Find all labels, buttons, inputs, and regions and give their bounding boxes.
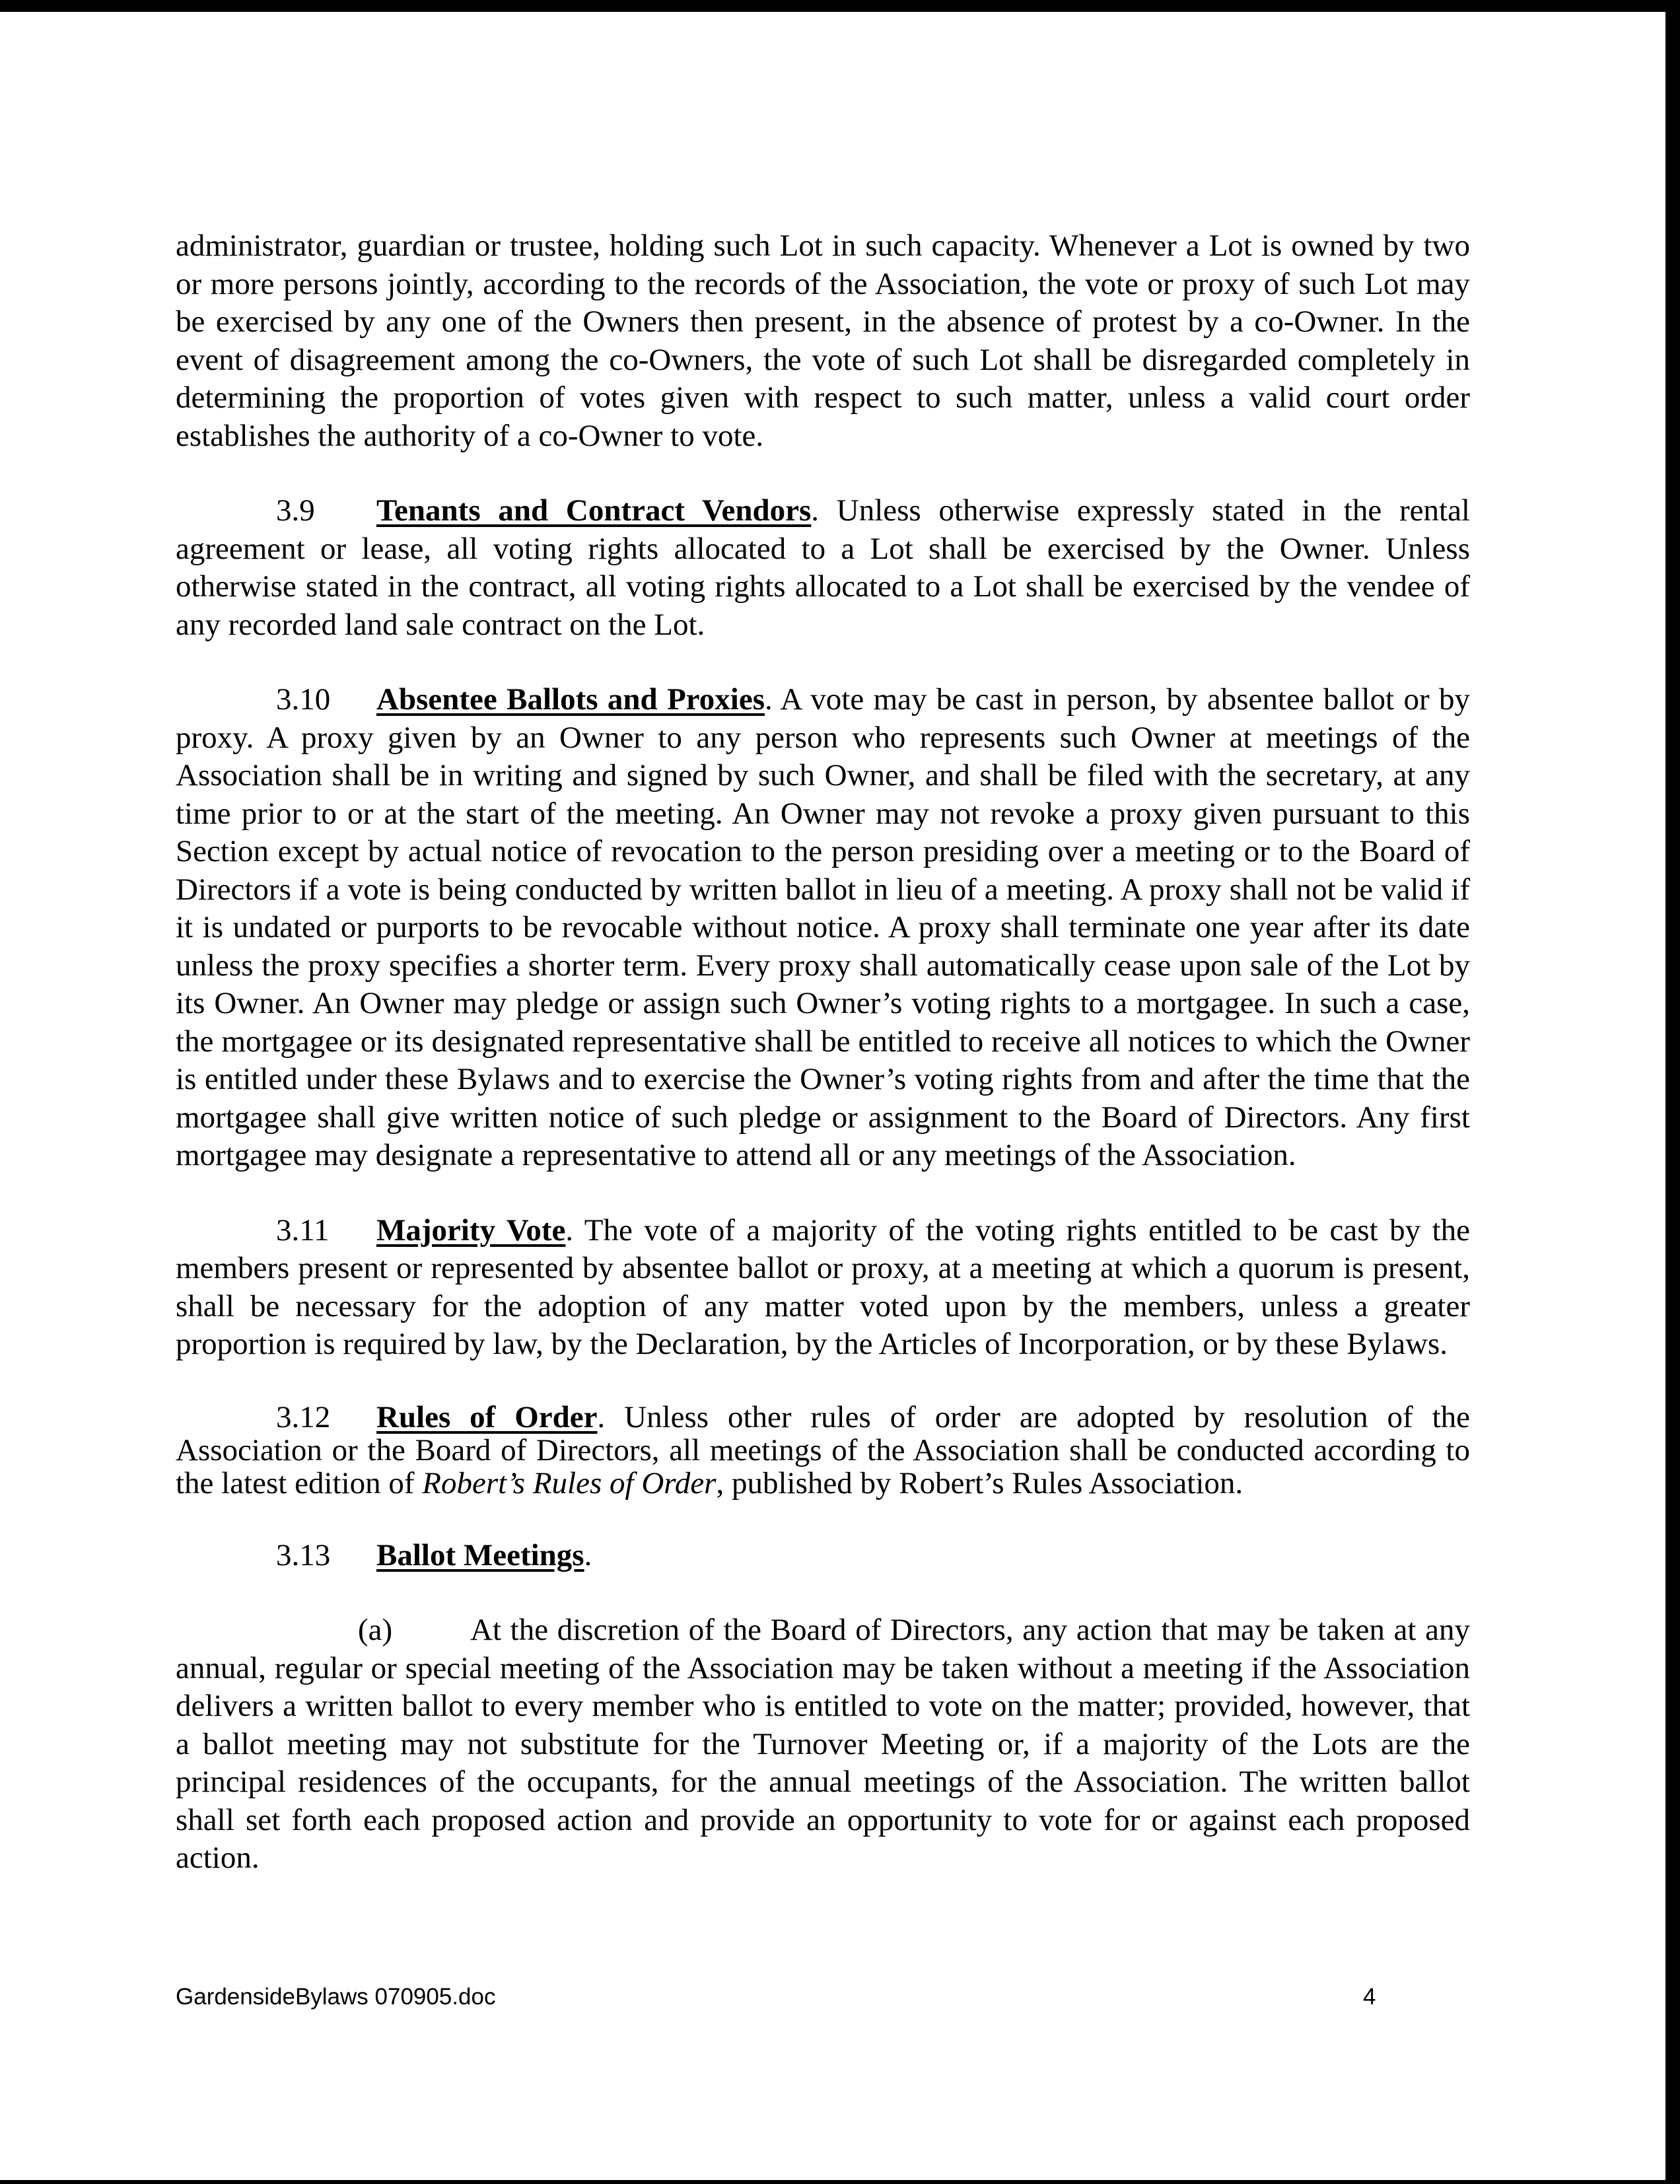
footer-filename: GardensideBylaws 070905.doc [176, 1984, 496, 2010]
section-text: , published by Robert’s Rules Association. [716, 1465, 1243, 1500]
section-heading: Ballot Meetings [376, 1537, 584, 1572]
section-text: . A vote may be cast in person, by absentee ballot or by proxy. A proxy given by an Owner to any person who represents such Owner at meetings of the Association shall be in writing and signed by such Owner, and shall be filed with the secretary, at any time prior to or at the start of the meeting. An Owner may not revoke a proxy given pursuant to this Section except by actual notice of revocation to the person presiding over a meeting or to the Board of Directors if a vote is being conducted by written ballot in lieu of a meeting. A proxy shall not be valid if it is undated or purports to be revocable without notice. A proxy shall terminate one year after its date unless the proxy specifies a shorter term. Every proxy shall automatically cease upon sale of the Lot by its Owner. An Owner may pledge or assign such Owner’s voting rights to a mortgagee. In such a case, the mortgagee or its designated representative shall be entitled to receive all notices to which the Owner is entitled under these Bylaws and to exercise the Owner’s voting rights from and after the time that the mortgagee shall give written notice of such pledge or assignment to the Board of Directors. Any first mortgagee may designate a representative to attend all or any meetings of the Association. [176, 682, 1470, 1172]
section-text: . Unless other rules of order are adopted by resolution of the Association or the Board of Directors, all meetings of the Association shall be conducted according to the latest edition of [176, 1399, 1470, 1500]
section-number: 3.12 [276, 1399, 331, 1434]
section-period: . [584, 1537, 592, 1572]
section-3-12 [176, 1401, 1470, 1500]
scan-border-top [0, 0, 1680, 12]
section-number: 3.11 [276, 1213, 330, 1248]
footer-page-number: 4 [1363, 1984, 1376, 2010]
scan-border-right [1665, 0, 1680, 2184]
section-text: . The vote of a majority of the voting rights entitled to be cast by the members present or represented by absentee ballot or proxy, at a meeting at which a quorum is present, shall be necessary for the adoption of any matter voted upon by the members, unless a greater proportion is required by law, by the Declaration, by the Articles of Incorporation, or by these Bylaws. [176, 1213, 1470, 1361]
subsection-text: At the discretion of the Board of Directors, any action that may be taken at any annual, regular or special meeting of the Association may be taken without a meeting if the Association delivers a written ballot to every member who is entitled to vote on the matter; provided, however, that a ballot meeting may not substitute for the Turnover Meeting or, if a majority of the Lots are the principal residences of the occupants, for the annual meetings of the Association. The written ballot shall set forth each proposed action and provide an opportunity to vote for or against each proposed action. [176, 1613, 1470, 1875]
subsection-a [176, 1611, 1470, 1878]
section-3-9 [176, 492, 1470, 644]
section-text: . Unless otherwise expressly stated in the rental agreement or lease, all voting rights allocated to a Lot shall be exercised by the Owner. Unless otherwise stated in the contract, all voting rights allocated to a Lot shall be exercised by the vendee of any recorded land sale contract on the Lot. [176, 493, 1470, 642]
section-number: 3.10 [276, 682, 331, 717]
section-heading: Tenants and Contract Vendors [376, 493, 812, 528]
section-3-13 [176, 1537, 1470, 1575]
section-heading: Majority Vote [376, 1213, 566, 1248]
section-heading: Rules of Order [376, 1399, 598, 1434]
section-number: 3.13 [276, 1537, 331, 1572]
continued-paragraph: administrator, guardian or trustee, holding such Lot in such capacity. Whenever a Lot is owned by two or more persons jointly, according to the records of the Association, the vote or proxy of such Lot may be exercised by any one of the Owners then present, in the absence of protest by a co-Owner. In the event of disagreement among the co-Owners, the vote of such Lot shall be disregarded completely in determining the proportion of votes given with respect to such matter, unless a valid court order establishes the authority of a co-Owner to vote. [176, 229, 1470, 453]
section-3-10 [176, 681, 1470, 1175]
section-heading: Absentee Ballots and Proxies [376, 682, 765, 717]
scan-border-bottom [0, 2180, 1680, 2184]
subsection-label: (a) [358, 1613, 393, 1647]
section-3-11 [176, 1212, 1470, 1364]
document-page [176, 227, 1470, 1878]
section-text-italic: Robert’s Rules of Order [422, 1465, 717, 1500]
section-number: 3.9 [276, 493, 315, 528]
